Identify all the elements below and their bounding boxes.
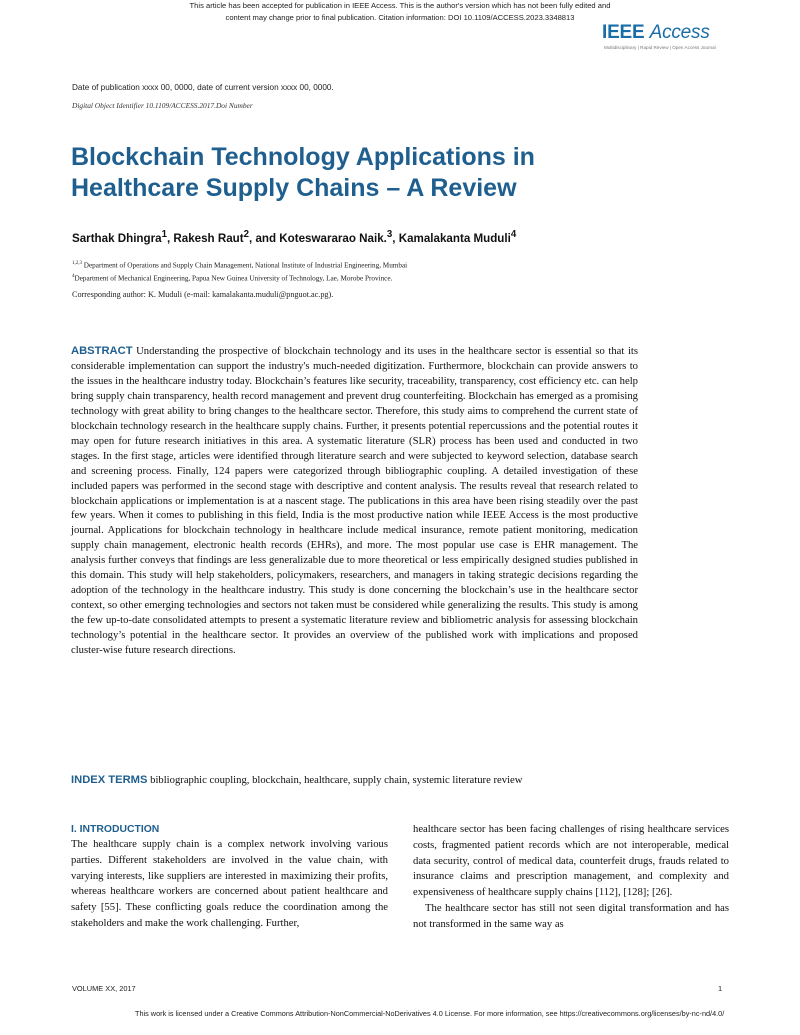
logo-tagline: Multidisciplinary | Rapid Review | Open Access Journal	[604, 45, 716, 50]
notice-line-1: This article has been accepted for publication in IEEE Access. This is the author's version which has not been fully edited and	[189, 1, 611, 10]
logo-ieee: IEEE	[602, 22, 645, 43]
index-terms	[71, 773, 731, 788]
corresponding-author: Corresponding author: K. Muduli (e-mail: kamalakanta.muduli@pnguot.ac.pg).	[72, 290, 334, 299]
author: Rakesh Raut$^2$	[173, 229, 249, 245]
body-paragraph: The healthcare sector has still not seen digital transformation and has not transformed in the same way as	[413, 902, 729, 930]
footer-volume: VOLUME XX, 2017	[72, 984, 136, 993]
page-number: 1	[718, 984, 723, 993]
publication-date: Date of publication xxxx 00, 0000, date of current version xxxx 00, 0000.	[72, 83, 334, 92]
paper-title	[71, 142, 711, 204]
affiliations	[72, 258, 732, 285]
author-list: Sarthak Dhingra$^1$, Rakesh Raut$^2$, and Koteswararao Naik.$^3$, Kamalakanta Muduli$^4$	[72, 229, 517, 245]
affiliation: $^{1,2,3}$ Department of Operations and Supply Chain Management, National Institute of Industrial Engineering, Mumbai	[72, 261, 408, 270]
title-line-1: Blockchain Technology Applications in	[71, 143, 535, 171]
abstract-label: ABSTRACT	[71, 345, 133, 357]
body-column-right	[413, 822, 729, 933]
body-paragraph: healthcare sector has been facing challenges of rising healthcare services costs, fragmented patient records which are not interoperable, medical data security, control of medical data, counterfeit drugs, frauds related to insurance claims and prescription management, and complexity and expensiveness of healthcare supply chains [112], [128]; [26].	[413, 824, 729, 899]
logo-wordmark	[602, 22, 732, 44]
author: Sarthak Dhingra$^1$	[72, 229, 167, 245]
author: Koteswararao Naik.$^3$	[279, 229, 393, 245]
author: Kamalakanta Muduli$^4$	[398, 229, 517, 245]
acceptance-notice	[120, 0, 680, 24]
logo-access: Access	[649, 22, 710, 43]
section-heading-introduction: I. INTRODUCTION	[71, 824, 160, 835]
affiliation: $^4$Department of Mechanical Engineering, Papua New Guinea University of Technology, Lae, Morobe Province.	[72, 274, 393, 283]
index-terms-label: INDEX TERMS	[71, 774, 148, 786]
body-paragraph: The healthcare supply chain is a complex network involving various parties. Different stakeholders are involved in the value chain, with varying interests, like suppliers are interested in maximizing their profits, whereas healthcare workers are concerned about patient healthcare and safety [55]. These conflicting goals reduce the coordination among the stakeholders and make the work challenging. Further,	[71, 839, 388, 929]
notice-line-2: content may change prior to final publication. Citation information: DOI 10.1109/ACCESS.2023.3348813	[225, 13, 575, 22]
body-column-left	[71, 822, 388, 932]
abstract-text: Understanding the prospective of blockchain technology and its uses in the healthcare sector is essential so that its considerable implementation can support the industry's much-needed digitization. Furthermore, blockchain can provide answers to the issues in the healthcare industry today. Blockchain’s features like security, traceability, transparency, cost efficiency etc. can help bring supply chain transparency, health record management and prevent drug counterfeiting. Blockchain has emerged as a promising technology with great ability to bring changes to the healthcare sector. Therefore, this study aims to comprehend the current state of blockchain technology research in the healthcare supply chains. Further, it presents potential repercussions and the potential routes it may open for future research initiatives in this area. A systematic literature (SLR) process has been used and conducted in two stages. In the first stage, articles were identified through literature search and were subjected to keyword selection, database search and screening process. Finally, 124 papers were categorized through bibliographic coupling. A detailed investigation of these included papers was performed in the second stage with descriptive and content analysis. The results reveal that research related to blockchain applications or implementation is at a nascent stage. The publications in this area have been rising steadily over the past few years. When it comes to publishing in this field, India is the most productive nation while IEEE Access is the most productive journal. Applications for blockchain technology in healthcare include medical insurance, remote patient monitoring, medication supply chain management, electronic health records (EHRs), and more. The most popular use case is EHR management. The analysis further conveys that findings are less generalizable due to more theoretical or less empirically designed studies published in this domain. This study will help stakeholders, policymakers, researchers, and managers in taking strategic decisions regarding the adoption of the technology in the healthcare industry. This study is done concerning the blockchain’s use in the healthcare sector context, so other emerging technologies and sectors not taken must be considered while generalizing the results. This study is among the few up-to-date consolidated attempts to present a systematic literature review and bibliometric analysis for assessing blockchain technology’s potential in the healthcare sector. It provides an overview of the published work with implications and proposed cluster-wise future research directions.	[71, 346, 638, 657]
ieee-access-logo	[602, 22, 732, 51]
title-line-2: Healthcare Supply Chains – A Review	[71, 174, 517, 202]
doi-line: Digital Object Identifier 10.1109/ACCESS.2017.Doi Number	[72, 101, 253, 110]
index-terms-text: bibliographic coupling, blockchain, healthcare, supply chain, systemic literature review	[147, 775, 523, 786]
abstract	[71, 344, 638, 659]
license-notice: This work is licensed under a Creative Commons Attribution-NonCommercial-NoDerivatives 4.0 License. For more information, see https://creativecommons.org/licenses/by-nc-nd/4.0/	[135, 1009, 725, 1018]
